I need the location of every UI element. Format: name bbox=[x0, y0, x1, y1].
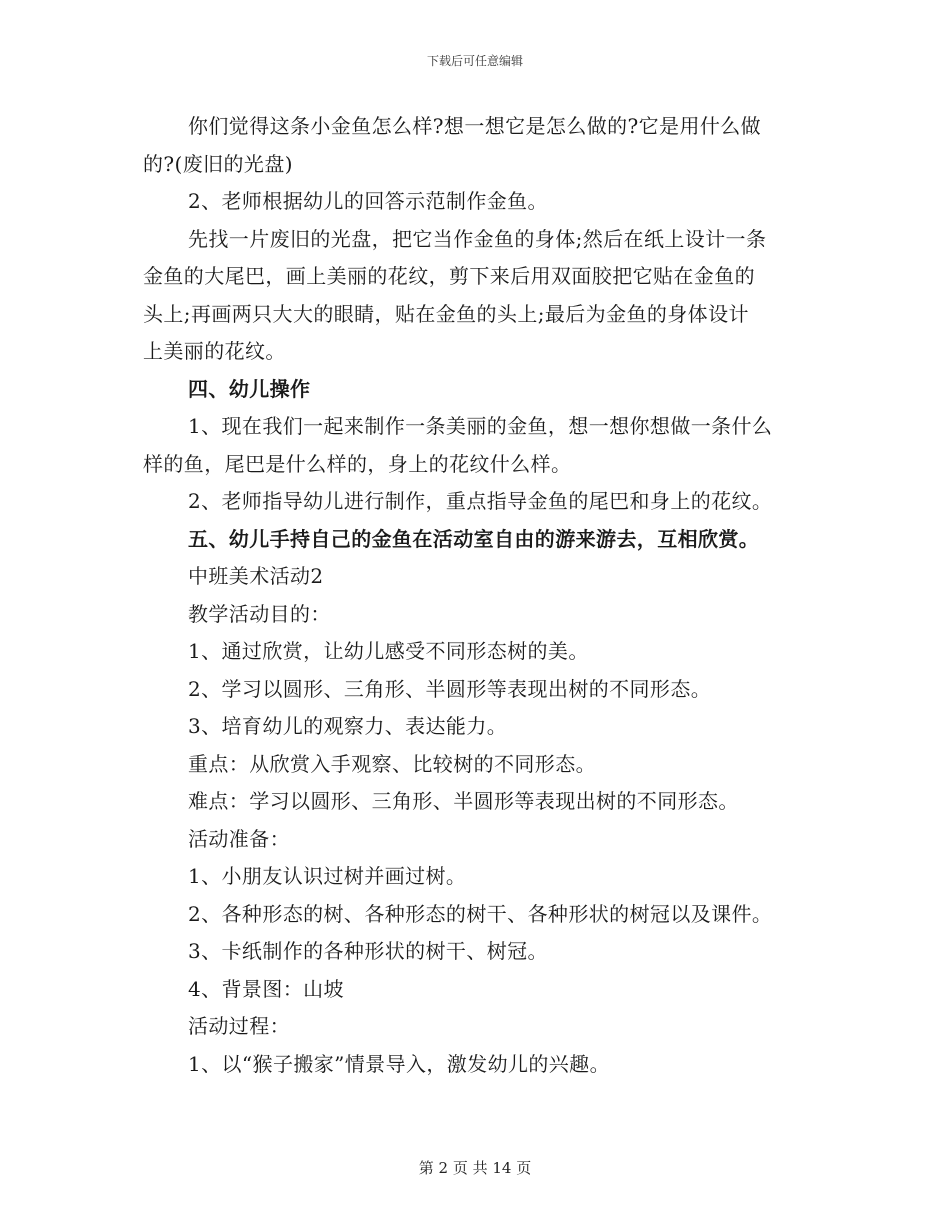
section-heading-line: 四、幼儿操作 bbox=[188, 376, 311, 401]
paragraph-line: 你们觉得这条小金鱼怎么样?想一想它是怎么做的?它是用什么做 bbox=[188, 114, 762, 138]
paragraph-line: 2、老师根据幼儿的回答示范制作金鱼。 bbox=[188, 189, 548, 213]
paragraph-line: 2、学习以圆形、三角形、半圆形等表现出树的不同形态。 bbox=[188, 676, 712, 701]
page-header-note: 下载后可任意编辑 bbox=[426, 54, 523, 68]
paragraph-line: 1、通过欣赏，让幼儿感受不同形态树的美。 bbox=[188, 639, 589, 663]
paragraph-line: 样的鱼，尾巴是什么样的，身上的花纹什么样。 bbox=[143, 451, 572, 476]
paragraph-line: 活动过程： bbox=[188, 1014, 290, 1038]
paragraph-line: 教学活动目的： bbox=[188, 601, 331, 626]
paragraph-line: 3、卡纸制作的各种形状的树干、树冠。 bbox=[188, 939, 548, 963]
section-heading-line: 五、幼儿手持自己的金鱼在活动室自由的游来游去，互相欣赏。 bbox=[188, 526, 760, 551]
paragraph-line: 3、培育幼儿的观察力、表达能力。 bbox=[188, 714, 508, 738]
paragraph-line: 金鱼的大尾巴，画上美丽的花纹，剪下来后用双面胶把它贴在金鱼的 bbox=[143, 264, 755, 288]
paragraph-line: 先找一片废旧的光盘，把它当作金鱼的身体;然后在纸上设计一条 bbox=[188, 226, 767, 251]
paragraph-line: 2、各种形态的树、各种形态的树干、各种形状的树冠以及课件。 bbox=[188, 901, 773, 926]
paragraph-line: 上美丽的花纹。 bbox=[143, 339, 286, 363]
paragraph-line: 难点：学习以圆形、三角形、半圆形等表现出树的不同形态。 bbox=[188, 789, 739, 813]
paragraph-line: 活动准备： bbox=[188, 826, 290, 851]
paragraph-line: 2、老师指导幼儿进行制作，重点指导金鱼的尾巴和身上的花纹。 bbox=[188, 489, 773, 513]
paragraph-line: 头上;再画两只大大的眼睛，贴在金鱼的头上;最后为金鱼的身体设计 bbox=[143, 301, 749, 326]
paragraph-line: 1、以“猴子搬家”情景导入，激发幼儿的兴趣。 bbox=[188, 1051, 610, 1076]
paragraph-line: 1、现在我们一起来制作一条美丽的金鱼，想一想你想做一条什么 bbox=[188, 414, 773, 438]
paragraph-line: 重点：从欣赏入手观察、比较树的不同形态。 bbox=[188, 751, 596, 776]
paragraph-line: 1、小朋友认识过树并画过树。 bbox=[188, 864, 467, 888]
document-body bbox=[143, 108, 808, 1083]
paragraph-line: 的?(废旧的光盘) bbox=[143, 151, 293, 176]
paragraph-line: 中班美术活动2 bbox=[188, 564, 324, 588]
page-number-footer: 第 2 页 共 14 页 bbox=[418, 1159, 532, 1177]
paragraph-line: 4、背景图：山坡 bbox=[188, 976, 344, 1001]
